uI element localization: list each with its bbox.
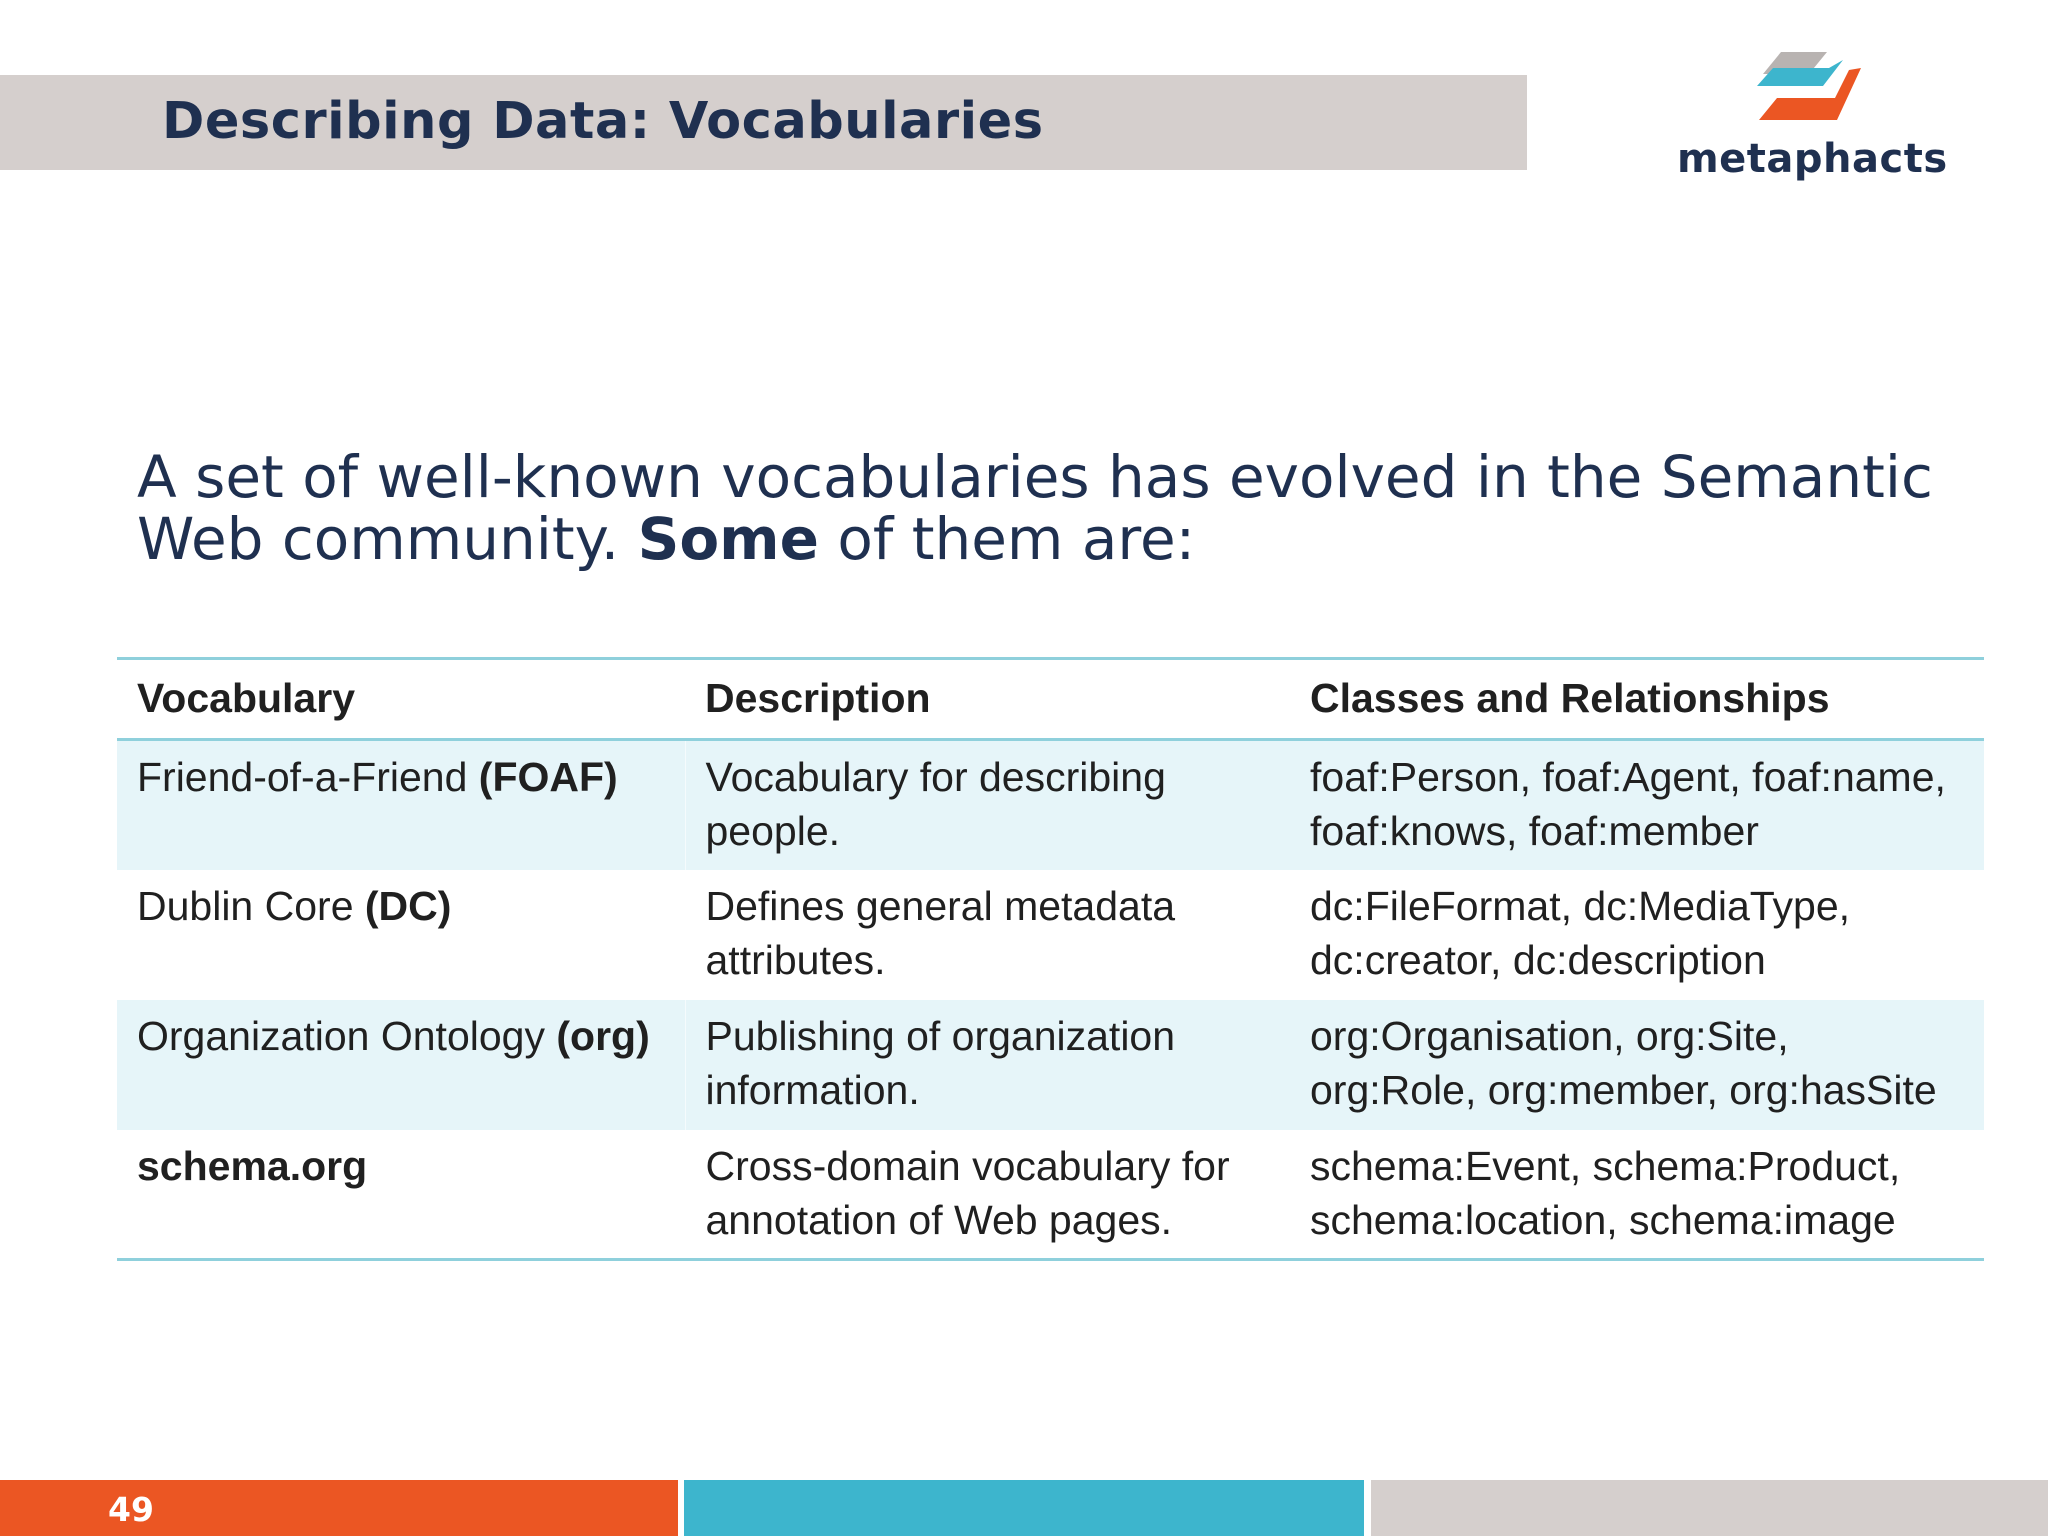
vocabulary-cell bbox=[117, 1130, 685, 1260]
description-cell bbox=[685, 870, 1290, 1000]
footer-bar-gray bbox=[1371, 1480, 2048, 1536]
description-line: annotation of Web pages. bbox=[705, 1196, 1173, 1243]
intro-line-2-bold: Some bbox=[637, 505, 819, 573]
description-line: Defines general metadata bbox=[705, 882, 1176, 929]
vocabulary-name: Dublin Core bbox=[137, 882, 354, 929]
footer-bar-blue bbox=[684, 1480, 1364, 1536]
classes-line: foaf:knows, foaf:member bbox=[1310, 808, 1759, 854]
slide-title: Describing Data: Vocabularies bbox=[162, 92, 1044, 151]
description-line: attributes. bbox=[705, 936, 886, 983]
description-line: Cross-domain vocabulary for bbox=[705, 1142, 1230, 1189]
table-row bbox=[117, 1000, 1984, 1130]
classes-line: dc:creator, dc:description bbox=[1310, 936, 1766, 983]
header-classes: Classes and Relationships bbox=[1290, 659, 1984, 740]
vocabulary-abbr: (DC) bbox=[364, 882, 452, 929]
vocabulary-abbr: (FOAF) bbox=[478, 754, 618, 800]
intro-line-1: A set of well-known vocabularies has evolved in the Semantic bbox=[137, 443, 1933, 511]
page-number: 49 bbox=[108, 1490, 154, 1529]
header-vocabulary: Vocabulary bbox=[117, 659, 685, 740]
table-row bbox=[117, 740, 1984, 870]
intro-line-2-end: of them are: bbox=[837, 505, 1196, 573]
classes-line: dc:FileFormat, dc:MediaType, bbox=[1310, 882, 1851, 929]
vocabulary-abbr: (org) bbox=[556, 1012, 650, 1059]
classes-line: schema:Event, schema:Product, bbox=[1310, 1142, 1901, 1189]
logo-text: metaphacts bbox=[1677, 136, 1948, 182]
table-row bbox=[117, 1130, 1984, 1260]
classes-line: foaf:Person, foaf:Agent, foaf:name, bbox=[1310, 754, 1946, 800]
classes-line: org:Role, org:member, org:hasSite bbox=[1310, 1066, 1937, 1113]
table-header-row bbox=[117, 659, 1984, 740]
footer-bar-orange bbox=[0, 1480, 678, 1536]
vocabulary-name: Friend-of-a-Friend bbox=[137, 754, 468, 800]
vocabulary-cell bbox=[117, 1000, 685, 1130]
intro-line-2 bbox=[137, 505, 1957, 573]
description-line: Publishing of organization bbox=[705, 1012, 1176, 1059]
metaphacts-logo bbox=[1675, 52, 1948, 192]
classes-cell bbox=[1290, 1000, 1984, 1130]
classes-line: schema:location, schema:image bbox=[1310, 1196, 1896, 1243]
metaphacts-stack-logo-icon bbox=[1751, 52, 1871, 122]
description-cell bbox=[685, 1130, 1290, 1260]
intro-line-2-start: Web community. bbox=[137, 505, 620, 573]
description-line: Vocabulary for describing bbox=[705, 754, 1166, 800]
classes-cell bbox=[1290, 870, 1984, 1000]
description-line: people. bbox=[705, 808, 841, 854]
vocabulary-cell bbox=[117, 740, 685, 870]
vocabulary-name: Organization Ontology bbox=[137, 1012, 545, 1059]
description-cell bbox=[685, 740, 1290, 870]
table-row bbox=[117, 870, 1984, 1000]
vocabulary-name: schema.org bbox=[137, 1142, 368, 1189]
vocabulary-table bbox=[117, 657, 1984, 1261]
classes-cell bbox=[1290, 740, 1984, 870]
header-description: Description bbox=[685, 659, 1290, 740]
description-cell bbox=[685, 1000, 1290, 1130]
intro-paragraph bbox=[137, 443, 1957, 573]
classes-line: org:Organisation, org:Site, bbox=[1310, 1012, 1789, 1059]
description-line: information. bbox=[705, 1066, 920, 1113]
vocabulary-cell bbox=[117, 870, 685, 1000]
classes-cell bbox=[1290, 1130, 1984, 1260]
